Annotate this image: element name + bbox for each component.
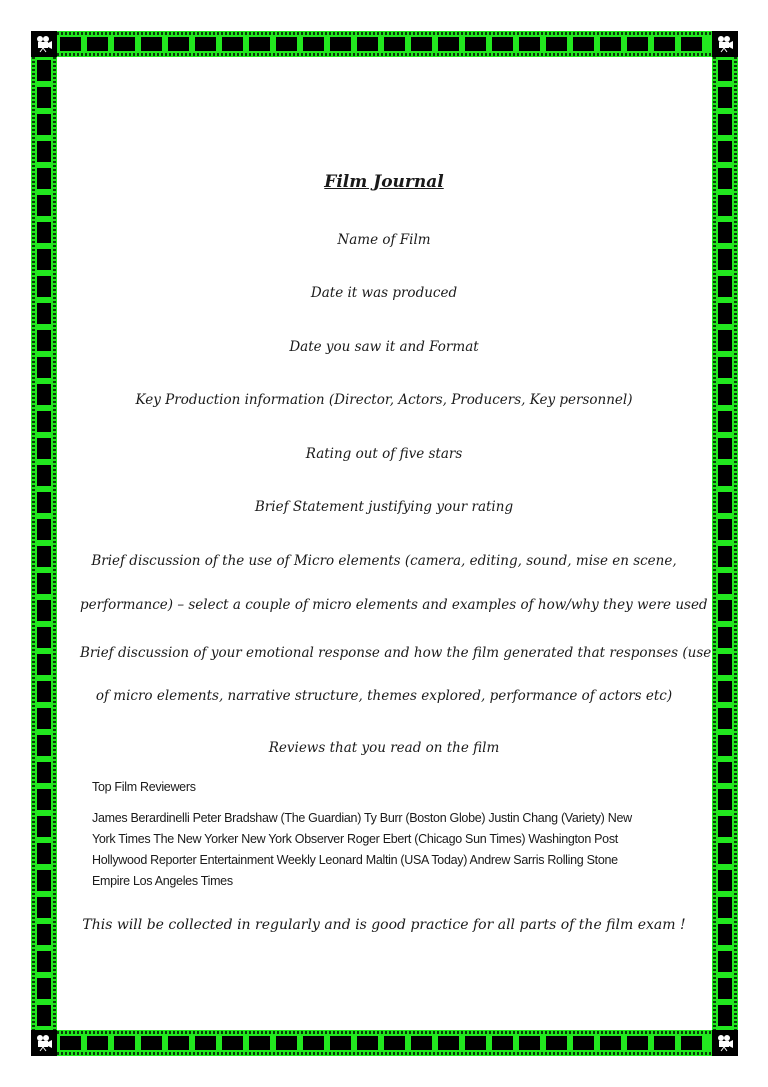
- film-frame: [573, 1036, 594, 1050]
- reviewers-line: Empire Los Angeles Times: [92, 874, 233, 888]
- sprocket-holes: [32, 57, 35, 1030]
- film-frame: [654, 37, 675, 51]
- film-frame: [249, 1036, 270, 1050]
- film-frame: [718, 978, 732, 999]
- film-frame: [37, 141, 51, 162]
- film-frame: [141, 37, 162, 51]
- film-frame: [37, 951, 51, 972]
- film-frame: [681, 1036, 702, 1050]
- film-frame: [718, 816, 732, 837]
- film-strip-right: [712, 57, 738, 1030]
- film-frame: [718, 600, 732, 621]
- film-frame: [37, 573, 51, 594]
- film-frame: [276, 37, 297, 51]
- film-frame: [37, 816, 51, 837]
- film-frame: [37, 60, 51, 81]
- film-frame: [37, 222, 51, 243]
- film-frame: [718, 1005, 732, 1026]
- film-frame: [37, 762, 51, 783]
- footer-note: This will be collected in regularly and is good practice for all parts of the film exam !: [82, 917, 686, 933]
- film-frame: [718, 681, 732, 702]
- film-frame: [438, 1036, 459, 1050]
- film-frame: [718, 870, 732, 891]
- film-frame: [718, 708, 732, 729]
- film-frame: [465, 1036, 486, 1050]
- film-frame: [718, 843, 732, 864]
- film-frame: [37, 465, 51, 486]
- film-frame: [330, 37, 351, 51]
- film-frame: [37, 411, 51, 432]
- film-frame: [37, 384, 51, 405]
- film-frame: [718, 87, 732, 108]
- film-frame: [37, 627, 51, 648]
- film-frame: [492, 37, 513, 51]
- film-frame: [718, 114, 732, 135]
- film-frame: [114, 37, 135, 51]
- film-frame: [718, 951, 732, 972]
- film-frame: [37, 168, 51, 189]
- sprocket-holes: [57, 32, 712, 35]
- film-frame: [465, 37, 486, 51]
- film-frame: [384, 37, 405, 51]
- film-strip-bottom: [57, 1030, 712, 1056]
- sprocket-holes: [57, 1031, 712, 1034]
- film-frame: [654, 1036, 675, 1050]
- film-frame: [249, 37, 270, 51]
- film-frame: [438, 37, 459, 51]
- film-frame: [718, 438, 732, 459]
- film-frame: [718, 195, 732, 216]
- film-frame: [411, 37, 432, 51]
- film-frame: [37, 87, 51, 108]
- film-frame: [37, 330, 51, 351]
- film-frame: [37, 303, 51, 324]
- film-frame: [37, 438, 51, 459]
- sprocket-holes: [57, 1052, 712, 1055]
- film-frame: [718, 897, 732, 918]
- prompt-reviews: Reviews that you read on the film: [268, 740, 500, 756]
- film-frame: [681, 37, 702, 51]
- film-frame: [37, 897, 51, 918]
- prompt-rating-justification: Brief Statement justifying your rating: [254, 499, 514, 515]
- reviewers-line: James Berardinelli Peter Bradshaw (The Guardian) Ty Burr (Boston Globe) Justin Chang (Variety) New: [92, 811, 632, 825]
- film-frame: [718, 519, 732, 540]
- film-frame: [37, 681, 51, 702]
- film-frame: [87, 37, 108, 51]
- film-frame: [718, 60, 732, 81]
- film-frame: [222, 37, 243, 51]
- film-frame: [546, 37, 567, 51]
- film-frame: [195, 37, 216, 51]
- prompt-key-production-info: Key Production information (Director, Actors, Producers, Key personnel): [135, 392, 633, 408]
- film-frame: [411, 1036, 432, 1050]
- film-frame: [37, 978, 51, 999]
- prompt-micro-elements-line2: performance) – select a couple of micro elements and examples of how/why they were used: [80, 597, 708, 613]
- prompt-date-produced: Date it was produced: [310, 285, 458, 301]
- film-frame: [37, 708, 51, 729]
- movie-camera-icon: [31, 31, 57, 57]
- film-frame: [37, 735, 51, 756]
- film-frame: [330, 1036, 351, 1050]
- film-frame: [37, 654, 51, 675]
- film-frame: [718, 141, 732, 162]
- film-frame: [718, 411, 732, 432]
- film-frame: [37, 789, 51, 810]
- film-frame: [37, 870, 51, 891]
- sprocket-holes: [734, 57, 737, 1030]
- film-frame: [718, 789, 732, 810]
- film-frame: [303, 1036, 324, 1050]
- film-frame: [718, 573, 732, 594]
- film-frame: [384, 1036, 405, 1050]
- sprocket-holes: [713, 57, 716, 1030]
- film-frame: [37, 924, 51, 945]
- film-frame: [718, 357, 732, 378]
- film-frame: [718, 303, 732, 324]
- film-frame: [37, 195, 51, 216]
- film-frame: [519, 37, 540, 51]
- film-frame: [37, 114, 51, 135]
- film-frame: [37, 249, 51, 270]
- film-frame: [37, 600, 51, 621]
- reviewers-line: York Times The New Yorker New York Observer Roger Ebert (Chicago Sun Times) Washington Post: [92, 832, 618, 846]
- film-frame: [37, 357, 51, 378]
- movie-camera-icon: [712, 1030, 738, 1056]
- film-frame: [718, 384, 732, 405]
- prompt-name-of-film: Name of Film: [337, 232, 431, 248]
- film-frame: [168, 37, 189, 51]
- film-frame: [195, 1036, 216, 1050]
- sprocket-holes: [57, 53, 712, 56]
- film-frame: [37, 1005, 51, 1026]
- film-frame: [357, 1036, 378, 1050]
- film-frame: [718, 546, 732, 567]
- film-frame: [37, 276, 51, 297]
- film-frame: [718, 492, 732, 513]
- film-frame: [718, 627, 732, 648]
- film-frame: [37, 546, 51, 567]
- film-frame: [357, 37, 378, 51]
- film-frame: [60, 37, 81, 51]
- reviewers-list: [92, 808, 688, 892]
- prompt-micro-elements-line1: Brief discussion of the use of Micro elements (camera, editing, sound, mise en scene,: [91, 553, 677, 569]
- film-frame: [718, 924, 732, 945]
- film-frame: [519, 1036, 540, 1050]
- prompt-emotional-response-line1: Brief discussion of your emotional response and how the film generated that responses (use: [80, 645, 712, 661]
- prompt-date-seen-format: Date you saw it and Format: [289, 339, 479, 355]
- film-frame: [718, 762, 732, 783]
- film-frame: [718, 222, 732, 243]
- film-frame: [303, 37, 324, 51]
- film-frame: [276, 1036, 297, 1050]
- film-frame: [718, 330, 732, 351]
- film-frame: [60, 1036, 81, 1050]
- film-frame: [627, 1036, 648, 1050]
- prompt-emotional-response-line2: of micro elements, narrative structure, themes explored, performance of actors etc): [95, 688, 673, 704]
- film-frame: [37, 492, 51, 513]
- film-frame: [718, 654, 732, 675]
- film-frame: [627, 37, 648, 51]
- film-frame: [168, 1036, 189, 1050]
- page-title: Film Journal: [324, 172, 444, 192]
- film-frame: [573, 37, 594, 51]
- prompt-rating: Rating out of five stars: [305, 446, 463, 462]
- movie-camera-icon: [712, 31, 738, 57]
- reviewers-line: Hollywood Reporter Entertainment Weekly Leonard Maltin (USA Today) Andrew Sarris Rolling Stone: [92, 853, 618, 867]
- film-frame: [718, 465, 732, 486]
- reviewers-heading: Top Film Reviewers: [92, 780, 196, 794]
- film-frame: [141, 1036, 162, 1050]
- film-frame: [114, 1036, 135, 1050]
- film-frame: [600, 1036, 621, 1050]
- film-frame: [718, 249, 732, 270]
- film-frame: [718, 276, 732, 297]
- film-frame: [718, 735, 732, 756]
- film-frame: [546, 1036, 567, 1050]
- film-frame: [37, 519, 51, 540]
- film-frame: [222, 1036, 243, 1050]
- film-frame: [718, 168, 732, 189]
- film-frame: [600, 37, 621, 51]
- sprocket-holes: [53, 57, 56, 1030]
- movie-camera-icon: [31, 1030, 57, 1056]
- film-frame: [37, 843, 51, 864]
- film-strip-left: [31, 57, 57, 1030]
- film-frame: [87, 1036, 108, 1050]
- film-frame: [492, 1036, 513, 1050]
- film-strip-top: [57, 31, 712, 57]
